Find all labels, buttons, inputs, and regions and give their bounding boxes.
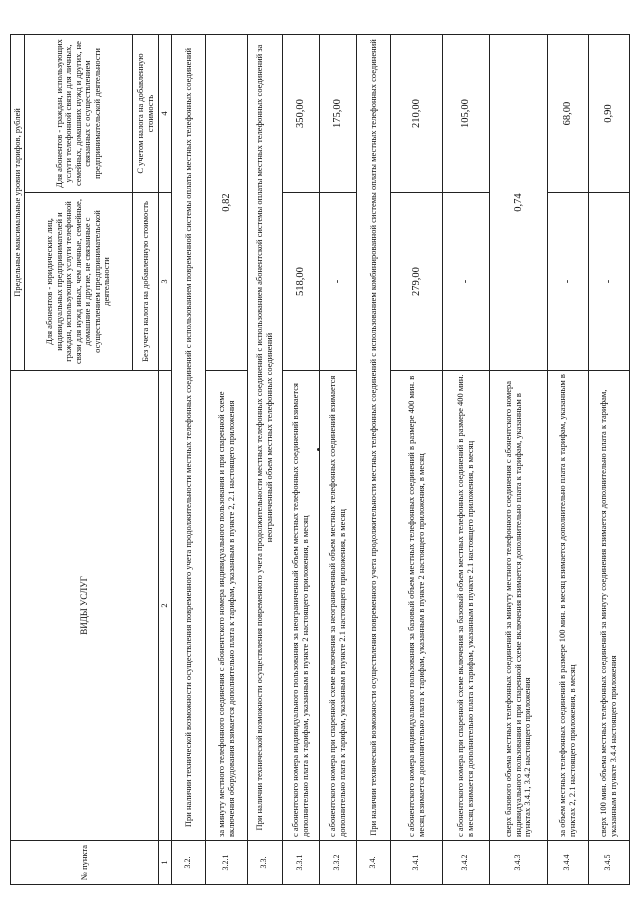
row-price-citizens: 175,00 xyxy=(319,35,356,193)
row-price-citizens: 105,00 xyxy=(442,35,489,193)
header-with-vat: С учетом налога на добавленную стоимость xyxy=(133,35,159,193)
row-price-legal: - xyxy=(547,193,588,371)
table-row-section xyxy=(247,35,282,885)
column-number-2: 2 xyxy=(159,371,172,841)
row-price-citizens: 68,00 xyxy=(547,35,588,193)
row-description: с абонентского номера индивидуального пользования за неограниченный объем местных телефонных соединений взимается дополнительно плата к тарифам, указанным в пункте 2 настоящего приложения, в месяц xyxy=(282,371,319,841)
column-number-3: 3 xyxy=(159,193,172,371)
row-number: 3.4.4 xyxy=(547,841,588,885)
table-row xyxy=(319,35,356,885)
row-price-legal: - xyxy=(319,193,356,371)
row-price-legal: - xyxy=(442,193,489,371)
row-description: за минуту местного телефонного соединения с абонентского номера индивидуального пользования и при спаренной схеме включения оборудования взимается дополнительно плата к тарифам, указанным в пункте 2, 2.1 настоящего приложения xyxy=(206,371,247,841)
row-description: с абонентского номера при спаренной схеме включения за неограниченный объем местных телефонных соединений взимается дополнительно плата к тарифам, указанным в пункте 2.1 настоящего приложения, в месяц xyxy=(319,371,356,841)
row-number: 3.4.3 xyxy=(490,841,548,885)
row-description: При наличии технической возможности осуществления повременного учета продолжительности местных телефонных соединений с использованием повременной системы оплаты местных телефонных соединений xyxy=(171,35,206,841)
table-row xyxy=(282,35,319,885)
tariff-table xyxy=(10,34,630,885)
row-price-citizens: 0,90 xyxy=(588,35,629,193)
table-row xyxy=(547,35,588,885)
header-item-number: № пункта xyxy=(11,841,159,885)
row-price-citizens: 350,00 xyxy=(282,35,319,193)
table-row xyxy=(490,35,548,885)
table-row-section xyxy=(356,35,391,885)
table-row xyxy=(588,35,629,885)
row-number: 3.3.1 xyxy=(282,841,319,885)
row-number: 3.2.1 xyxy=(206,841,247,885)
row-price-citizens: 210,00 xyxy=(391,35,442,193)
row-number: 3.4.5 xyxy=(588,841,629,885)
header-service-types: ВИДЫ УСЛУГ xyxy=(11,371,159,841)
row-number: 3.3.2 xyxy=(319,841,356,885)
table-row xyxy=(442,35,489,885)
header-citizens: Для абонентов - граждан, использующих услуги телефонной связи для личных, семейных, домашних нужд и других, не связанных с осуществлением предпринимательской деятельности xyxy=(25,35,133,193)
row-price-legal: 518,00 xyxy=(282,193,319,371)
row-price-merged: 0,82 xyxy=(206,35,247,371)
column-number-1: 1 xyxy=(159,841,172,885)
header-without-vat: Без учета налога на добавленную стоимость xyxy=(133,193,159,371)
column-number-4: 4 xyxy=(159,35,172,193)
row-price-merged: 0,74 xyxy=(490,35,548,371)
table-row-section xyxy=(171,35,206,885)
header-legal-entities: Для абонентов - юридических лиц, индивидуальных предпринимателей и граждан, использующих услуги телефонной связи для нужд иных, чем личные, семейные, домашние и другие, не связанные с осуществлением предпринимательской деятельности xyxy=(25,193,133,371)
row-description: сверх 100 мин. объема местных телефонных соединений за минуту соединения взимается дополнительно плата к тарифам, указанным в пункте 3.4.4 настоящего приложения xyxy=(588,371,629,841)
row-description: При наличии технической возможности осуществления повременного учета продолжительности местных телефонных соединений с использованием абонентской системы оплаты местных телефонных соединений за неограниченный объем местных телефонных соединений xyxy=(247,35,282,841)
table-row xyxy=(391,35,442,885)
row-price-legal: 279,00 xyxy=(391,193,442,371)
row-number: 3.4. xyxy=(356,841,391,885)
table-row xyxy=(206,35,247,885)
row-number: 3.4.1 xyxy=(391,841,442,885)
row-description: При наличии технической возможности осуществления повременного учета продолжительности местных телефонных соединений с использованием комбинированной системы оплаты местных телефонных соединений xyxy=(356,35,391,841)
tariff-table-sheet xyxy=(10,35,630,885)
row-description: сверх базового объема местных телефонных соединений за минуту местного телефонного соединения с абонентского номера индивидуального пользования и при спаренной схеме включения взимается дополнительно плата к тарифам, указанным в пунктах 3.4.1, 3.4.2 настоящего приложения xyxy=(490,371,548,841)
header-tariff-levels: Предельные максимальные уровни тарифов, рублей xyxy=(11,35,25,371)
row-number: 3.4.2 xyxy=(442,841,489,885)
row-description: за объем местных телефонных соединений в размере 100 мин. в месяц взимается дополнительно плата к тарифам, указанным в пунктах 2, 2.1 настоящего приложения, в месяц xyxy=(547,371,588,841)
row-description: с абонентского номера при спаренной схеме включения за базовый объем местных телефонных соединений в размере 400 мин. в месяц взимается дополнительно плата к тарифам, указанным в пункте 2.1 настоящего приложения, в месяц xyxy=(442,371,489,841)
row-price-legal: - xyxy=(588,193,629,371)
row-number: 3.2. xyxy=(171,841,206,885)
row-description: с абонентского номера индивидуального пользования за базовый объем местных телефонных соединений в размере 400 мин. в месяц взимается дополнительно плата к тарифам, указанным в пункте 2 настоящего приложения, в месяц xyxy=(391,371,442,841)
row-number: 3.3. xyxy=(247,841,282,885)
